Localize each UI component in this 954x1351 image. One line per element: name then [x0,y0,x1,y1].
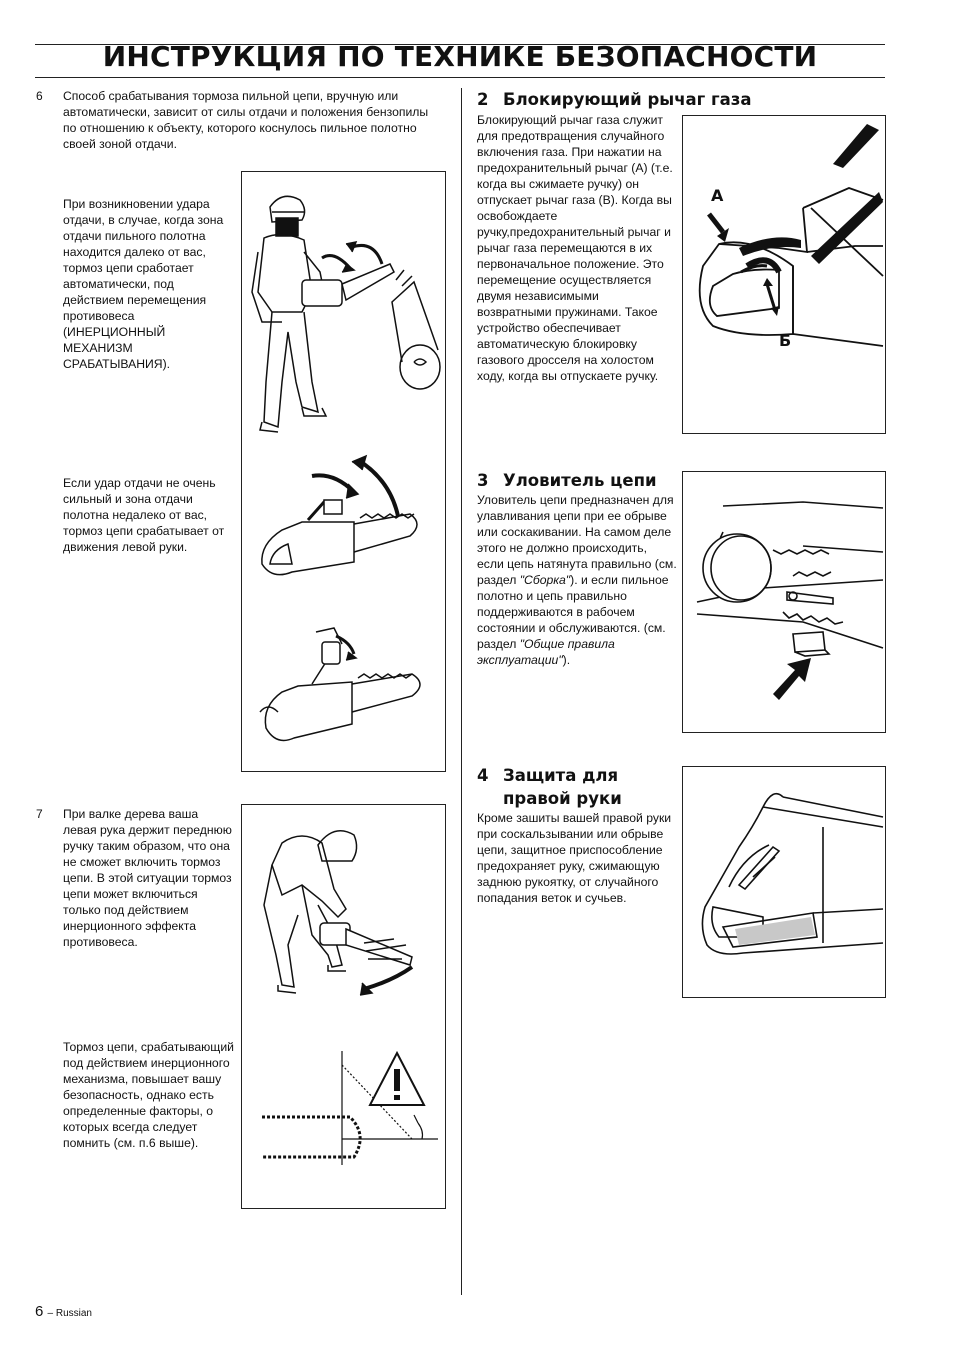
chain-catcher-illustration [683,472,885,732]
section-2-title: Блокирующий рычаг газа [503,90,752,109]
label-a: A [711,186,724,205]
item-6-intro: Способ срабатывания тормоза пильной цепи, вручную или автоматически, зависит от силы отдачи и положения бензопилы по отношению к объекту, которого коснулось пильное полотно своей зоной отдачи. [63,89,429,151]
section-3-body-post: ). [562,653,571,667]
label-b: Б [779,331,792,350]
item-7-para1: При валке дерева ваша левая рука держит переднюю ручку таким образом, что она не сможет включить тормоз цепи. В этой ситуации тормоз цепи может включиться только под действием инерционного эффекта противовеса. [63,807,232,949]
item-7-number: 7 [36,807,43,821]
felling-illustration-box [241,804,446,1209]
language-label: – Russian [47,1308,92,1319]
item-7-para2: Тормоз цепи, срабатывающий под действием инерционного механизма, повышает вашу безопасность, однако есть определенные факторы, о которых всегда следует помнить (см. п.6 выше). [63,1040,234,1150]
hand-guard-illustration [683,767,885,997]
section-4-number: 4 [477,766,489,785]
section-3-title: Уловитель цепи [503,471,657,490]
section-3-body-mid: ). и если пильное полотно и цепь правильно поддерживаются в рабочем состоянии и обслуживаются. (см. раздел [477,573,669,651]
section-4-body: Кроме зашиты вашей правой руки при соскальзывании или обрыве цепи, защитное приспособление предохраняет руку, сжимающую заднюю рукоятку, от случайного попадания веток и сучьев. [477,811,672,905]
felling-illustration [242,805,445,1208]
hand-guard-illustration-box [682,766,886,998]
throttle-lockout-illustration [683,116,885,433]
item-6-para2: Если удар отдачи не очень сильный и зона отдачи полотна недалеко от вас, тормоз цепи срабатывает от движения левой руки. [63,476,225,554]
section-4-title-line2: правой руки [503,789,622,808]
section-3-ref-general-rules: "Общие правила эксплуатации" [477,637,615,667]
section-2-heading [477,88,752,111]
page-title: ИНСТРУКЦИЯ ПО ТЕХНИКЕ БЕЗОПАСНОСТИ [102,40,818,73]
section-4-title-line1: Защита для [503,766,619,785]
section-4-heading [477,764,622,810]
section-2-body: Блокирующий рычаг газа служит для предотвращения случайного включения газа. При нажатии на предохранительный рычаг (A) (т.е. когда вы сжимаете ручку) он отпускает рычаг газа (B). Когда вы освобождаете ручку,предохранительный рычаг и рычаг газа перемещаются в их первоначальное положение. Это перемещение осуществляется двумя независимыми возвратными пружинами. Такое устройство обеспечивает автоматическую блокировку газового дросселя на холостом ходу, когда вы отпускаете ручку. [477,113,673,383]
kickback-illustration-box [241,171,446,772]
section-3-number: 3 [477,471,489,490]
section-2-number: 2 [477,90,489,109]
title-rule [35,77,885,78]
kickback-illustration [242,172,445,771]
page-number: 6 [35,1303,44,1320]
section-3-ref-assembly: "Сборка" [519,573,571,587]
throttle-lockout-illustration-box [682,115,886,434]
section-3-body [477,492,677,668]
footer [35,1303,92,1320]
chain-catcher-illustration-box [682,471,886,733]
section-3-heading [477,469,657,492]
column-divider [461,88,462,1295]
item-6-para1: При возникновении удара отдачи, в случае, когда зона отдачи пильного полотна находится далеко от вас, тормоз цепи сработает автоматически, под действием перемещения противовеса (ИНЕРЦИОННЫЙ МЕХАНИЗМ СРАБАТЫВАНИЯ). [63,197,224,371]
item-6-number: 6 [36,89,43,103]
section-3-body-pre: Уловитель цепи предназначен для улавливания цепи при ее обрыве или соскакивании. На самом деле этого не должно происходить, если цепь натянута правильно (см. раздел [477,493,677,587]
